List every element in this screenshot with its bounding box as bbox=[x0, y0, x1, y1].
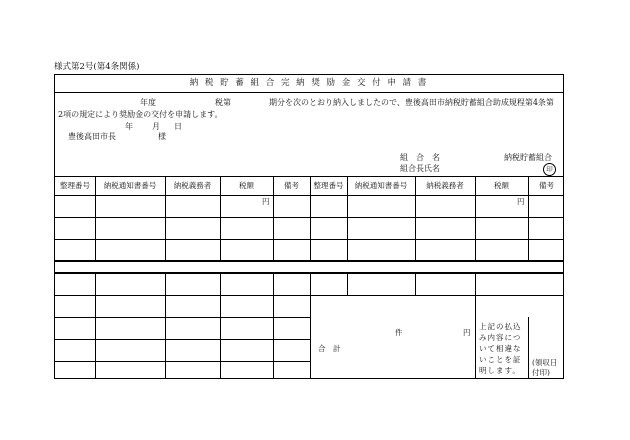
row-rule bbox=[55, 317, 310, 318]
yen-unit: 円 bbox=[262, 197, 270, 206]
col-rule bbox=[475, 273, 476, 379]
row-rule bbox=[55, 217, 563, 218]
addressee: 豊後高田市長 bbox=[68, 132, 116, 141]
yen-total-unit: 円 bbox=[463, 328, 471, 337]
union-name-label: 組 合 名 bbox=[400, 153, 440, 162]
header-remarks: 備考 bbox=[284, 181, 299, 190]
header-tax-amount: 税額 bbox=[239, 181, 254, 190]
row-rule bbox=[55, 239, 563, 240]
tax-label: 税第 bbox=[215, 98, 231, 107]
header-tax-amount: 税額 bbox=[494, 181, 509, 190]
col-rule bbox=[165, 273, 166, 379]
col-rule bbox=[95, 273, 96, 379]
yen-unit: 円 bbox=[517, 197, 525, 206]
date-month: 月 bbox=[152, 122, 160, 131]
col-rule bbox=[273, 273, 274, 379]
col-rule bbox=[415, 273, 416, 295]
header-serial: 整理番号 bbox=[313, 181, 344, 190]
body-text-line2: 2項の規定により奨励金の交付を申請します。 bbox=[58, 110, 223, 119]
header-notice-number: 納税通知書番号 bbox=[103, 181, 157, 190]
col-rule bbox=[220, 273, 221, 379]
header-taxpayer: 納税義務者 bbox=[426, 181, 464, 190]
leader-name-label: 組合長氏名 bbox=[400, 164, 440, 173]
date-year: 年 bbox=[125, 122, 133, 131]
col-rule bbox=[347, 273, 348, 295]
header-remarks: 備考 bbox=[539, 181, 554, 190]
receipt-stamp-area: (領収日 付印) bbox=[532, 358, 558, 377]
form-reference: 様式第2号(第4条関係) bbox=[54, 62, 140, 72]
application-form bbox=[54, 74, 564, 379]
header-notice-number: 納税通知書番号 bbox=[354, 181, 408, 190]
seal-mark: 印 bbox=[543, 163, 556, 176]
col-rule bbox=[310, 273, 311, 379]
body-text-line1: 期分を次のとおり納入しましたので、豊後高田市納税貯蓄組合助成規程第4条第 bbox=[269, 98, 554, 107]
certification-text: 上記の払込 み内容につ いて相違な いことを証 明します。 bbox=[479, 322, 522, 375]
section-rule bbox=[55, 272, 563, 274]
section-rule bbox=[55, 260, 563, 262]
date-day: 日 bbox=[174, 122, 182, 131]
total-label: 合 計 bbox=[318, 344, 341, 353]
union-name-value: 納税貯蓄組合 bbox=[504, 153, 552, 162]
form-title: 納 税 貯 蓄 組 合 完 納 奨 励 金 交 付 申 請 書 bbox=[55, 75, 563, 93]
col-rule bbox=[528, 317, 529, 379]
header-taxpayer: 納税義務者 bbox=[173, 181, 212, 190]
header-rule bbox=[55, 195, 563, 196]
header-serial: 整理番号 bbox=[60, 181, 90, 190]
year-label: 年度 bbox=[140, 98, 156, 107]
row-rule bbox=[55, 361, 310, 362]
row-rule bbox=[55, 339, 310, 340]
count-unit: 件 bbox=[395, 328, 403, 337]
table-top-rule bbox=[55, 176, 563, 177]
honorific: 様 bbox=[158, 132, 166, 141]
row-rule bbox=[55, 295, 563, 296]
